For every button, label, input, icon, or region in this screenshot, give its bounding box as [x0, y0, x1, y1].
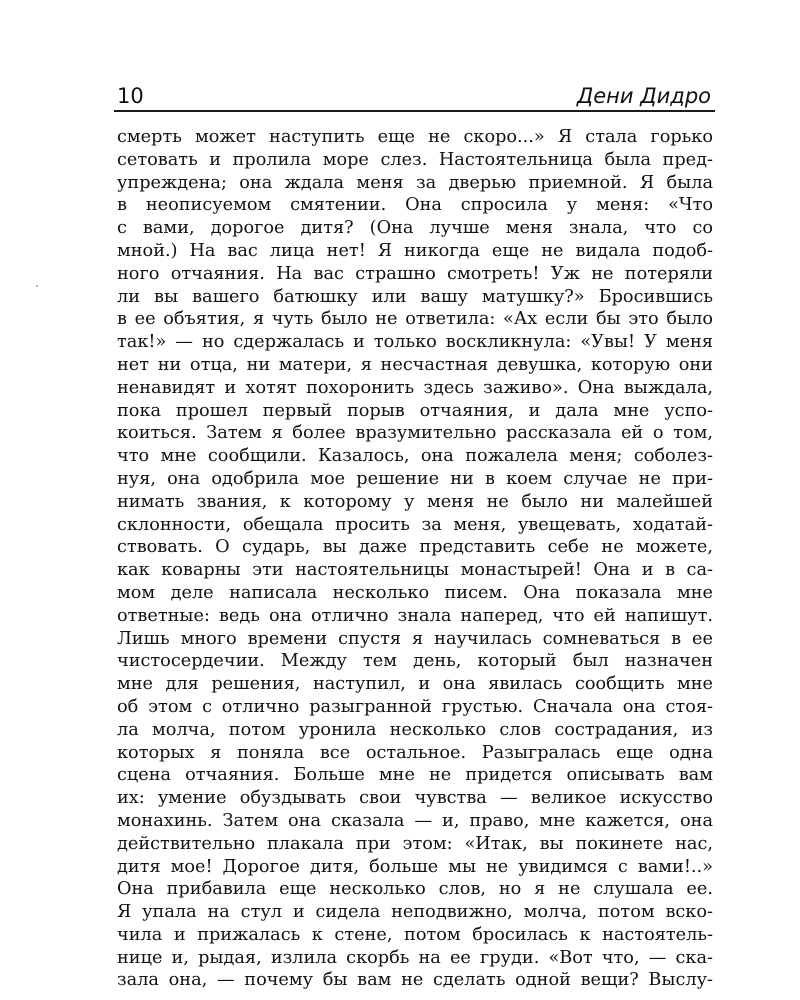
- text-line: сцена отчаяния. Больше мне не придется описывать вам: [117, 765, 713, 786]
- text-line: ли вы вашего батюшку или вашу матушку?» Бросившись: [117, 286, 713, 307]
- text-line: нимать звания, к которому у меня не было ни малейшей: [117, 491, 713, 512]
- text-line: нице и, рыдая, излила скорбь на ее груди. «Вот что, — ска-: [117, 947, 713, 968]
- text-line: мной.) На вас лица нет! Я никогда еще не видала подоб-: [117, 240, 713, 261]
- text-line: пока прошел первый порыв отчаяния, и дала мне успо-: [117, 400, 713, 421]
- text-line: так!» — но сдержалась и только воскликнула: «Увы! У меня: [117, 332, 713, 353]
- text-line: что мне сообщили. Казалось, она пожалела меня; соболез-: [117, 446, 713, 467]
- text-line: Я упала на стул и сидела неподвижно, молча, потом вско-: [117, 902, 713, 923]
- text-line: ла молча, потом уронила несколько слов сострадания, из: [117, 719, 713, 740]
- text-line: дитя мое! Дорогое дитя, больше мы не увидимся с вами!..»: [117, 856, 713, 877]
- text-line: Она прибавила еще несколько слов, но я не слушала ее.: [117, 879, 713, 900]
- text-line: нуя, она одобрила мое решение ни в коем случае не при-: [117, 468, 713, 489]
- text-line: в ее объятия, я чуть было не ответила: «Ах если бы это было: [117, 309, 713, 330]
- text-line: их: умение обуздывать свои чувства — великое искусство: [117, 788, 713, 809]
- text-line: действительно плакала при этом: «Итак, вы покинете нас,: [117, 833, 713, 854]
- body-text: [117, 126, 713, 992]
- text-line: сетовать и пролила море слез. Настоятельница была пред-: [117, 149, 713, 170]
- text-line: монахинь. Затем она сказала — и, право, мне кажется, она: [117, 810, 713, 831]
- text-line: коиться. Затем я более вразумительно рассказала ей о том,: [117, 423, 713, 444]
- text-line: чистосердечии. Между тем день, который был назначен: [117, 651, 713, 672]
- text-line: ствовать. О сударь, вы даже представить себе не можете,: [117, 537, 713, 558]
- text-line: ненавидят и хотят похоронить здесь заживо». Она выждала,: [117, 377, 713, 398]
- text-line: об этом с отлично разыгранной грустью. Сначала она стоя-: [117, 696, 713, 717]
- text-line: нет ни отца, ни матери, я несчастная девушка, которую они: [117, 354, 713, 375]
- text-line: как коварны эти настоятельницы монастырей! Она и в са-: [117, 560, 713, 581]
- text-line: смерть может наступить еще не скоро...» Я стала горько: [117, 127, 713, 147]
- text-line: которых я поняла все остальное. Разыгралась еще одна: [117, 742, 713, 763]
- page-header: [114, 80, 715, 110]
- scan-speck: [36, 285, 38, 287]
- running-head-author: Дени Дидро: [576, 84, 711, 108]
- text-line: упреждена; она ждала меня за дверью приемной. Я была: [117, 172, 713, 193]
- text-line: в неописуемом смятении. Она спросила у меня: «Что: [117, 195, 713, 216]
- header-rule: [114, 110, 715, 112]
- text-line: Лишь много времени спустя я научилась сомневаться в ее: [117, 628, 713, 649]
- text-line: мне для решения, наступил, и она явилась сообщить мне: [117, 674, 713, 695]
- text-line: чила и прижалась к стене, потом бросилась к настоятель-: [117, 924, 713, 945]
- text-line: ного отчаяния. На вас страшно смотреть! Уж не потеряли: [117, 263, 713, 284]
- text-line: мом деле написала несколько писем. Она показала мне: [117, 582, 713, 603]
- text-line: ответные: ведь она отлично знала наперед, что ей напишут.: [117, 605, 713, 626]
- page-number: 10: [117, 84, 144, 108]
- text-line: с вами, дорогое дитя? (Она лучше меня знала, что со: [117, 218, 713, 239]
- text-line: зала она, — почему бы вам не сделать одной вещи? Выслу-: [117, 970, 713, 991]
- text-line: склонности, обещала просить за меня, увещевать, ходатай-: [117, 514, 713, 535]
